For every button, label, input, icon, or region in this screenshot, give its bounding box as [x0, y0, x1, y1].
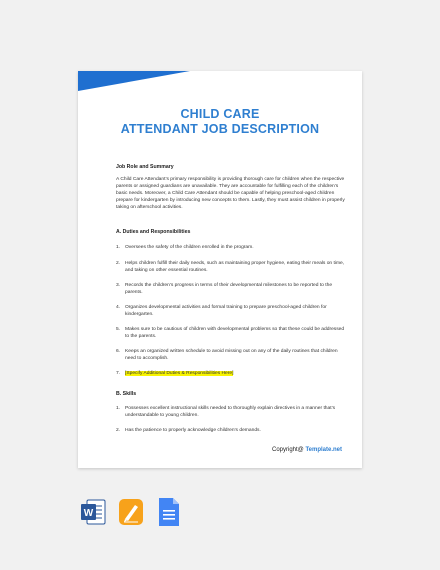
pages-icon[interactable]	[118, 497, 144, 527]
list-item-text: Makes sure to be cautious of children with developmental problems so that these could be addressed to the parents.	[125, 327, 345, 340]
list-item-text: Has the patience to properly acknowledge children’s demands.	[125, 428, 261, 433]
list-item-number: 1.	[116, 245, 121, 250]
list-item-text: Helps children fulfill their daily needs, such as maintaining proper hygiene, eating their meals on time, and taking on other essential routines.	[125, 261, 345, 274]
copyright-brand: Template.net	[305, 447, 342, 453]
corner-decoration	[78, 71, 190, 91]
list-item-number: 2.	[116, 261, 121, 266]
list-item-text: Keeps an organized written schedule to avoid missing out on any of the daily routines that children need to accomplish.	[125, 349, 338, 362]
document-title-line2: ATTENDANT JOB DESCRIPTION	[120, 122, 320, 136]
list-item-number: 2.	[116, 428, 121, 433]
highlighted-placeholder: [Specify Additional Duties & Responsibilities Here]	[125, 371, 234, 376]
list-item-number: 5.	[116, 327, 121, 332]
document-page	[78, 71, 362, 468]
section-heading-duties: A. Duties and Responsibilities	[116, 229, 191, 235]
list-item-number: 1.	[116, 406, 121, 411]
list-item-number: 3.	[116, 283, 121, 288]
section-heading-job-role: Job Role and Summary	[116, 164, 174, 170]
list-item-text: Records the children’s progress in terms of their developmental milestones to be reported to the parents.	[125, 283, 333, 296]
list-item-text-placeholder	[125, 370, 348, 377]
document-title-line1: CHILD CARE	[180, 107, 260, 121]
list-item-text: Oversees the safety of the children enrolled in the program.	[125, 245, 254, 250]
google-docs-icon[interactable]	[156, 497, 182, 527]
list-item-text: Organizes developmental activities and formal training to prepare preschool-aged children for kindergarten.	[125, 305, 327, 318]
summary-paragraph: A Child Care Attendant’s primary responsibility is providing thorough care for children when the respective parents or assigned guardians are unavailable. They are accountable for fulfilling each of the children’s basic needs. Moreover, a Child Care Attendant should be capable of helping preschool-aged children prepare for kindergarten by introducing new concepts to them. Lastly, they must assist children in properly taking on afterschool activities.	[116, 177, 345, 211]
copyright-notice	[272, 447, 342, 453]
list-item-number: 4.	[116, 305, 121, 310]
word-icon[interactable]	[80, 497, 106, 527]
section-heading-skills: B. Skills	[116, 391, 137, 397]
list-item-number: 6.	[116, 349, 121, 354]
list-item-number: 7.	[116, 371, 121, 376]
list-item-text: Possesses excellent instructional skills needed to thoroughly explain directives in a manner that’s understandable to young children.	[125, 406, 336, 419]
svg-text:W: W	[83, 508, 94, 519]
copyright-label: Copyright@	[271, 447, 304, 453]
